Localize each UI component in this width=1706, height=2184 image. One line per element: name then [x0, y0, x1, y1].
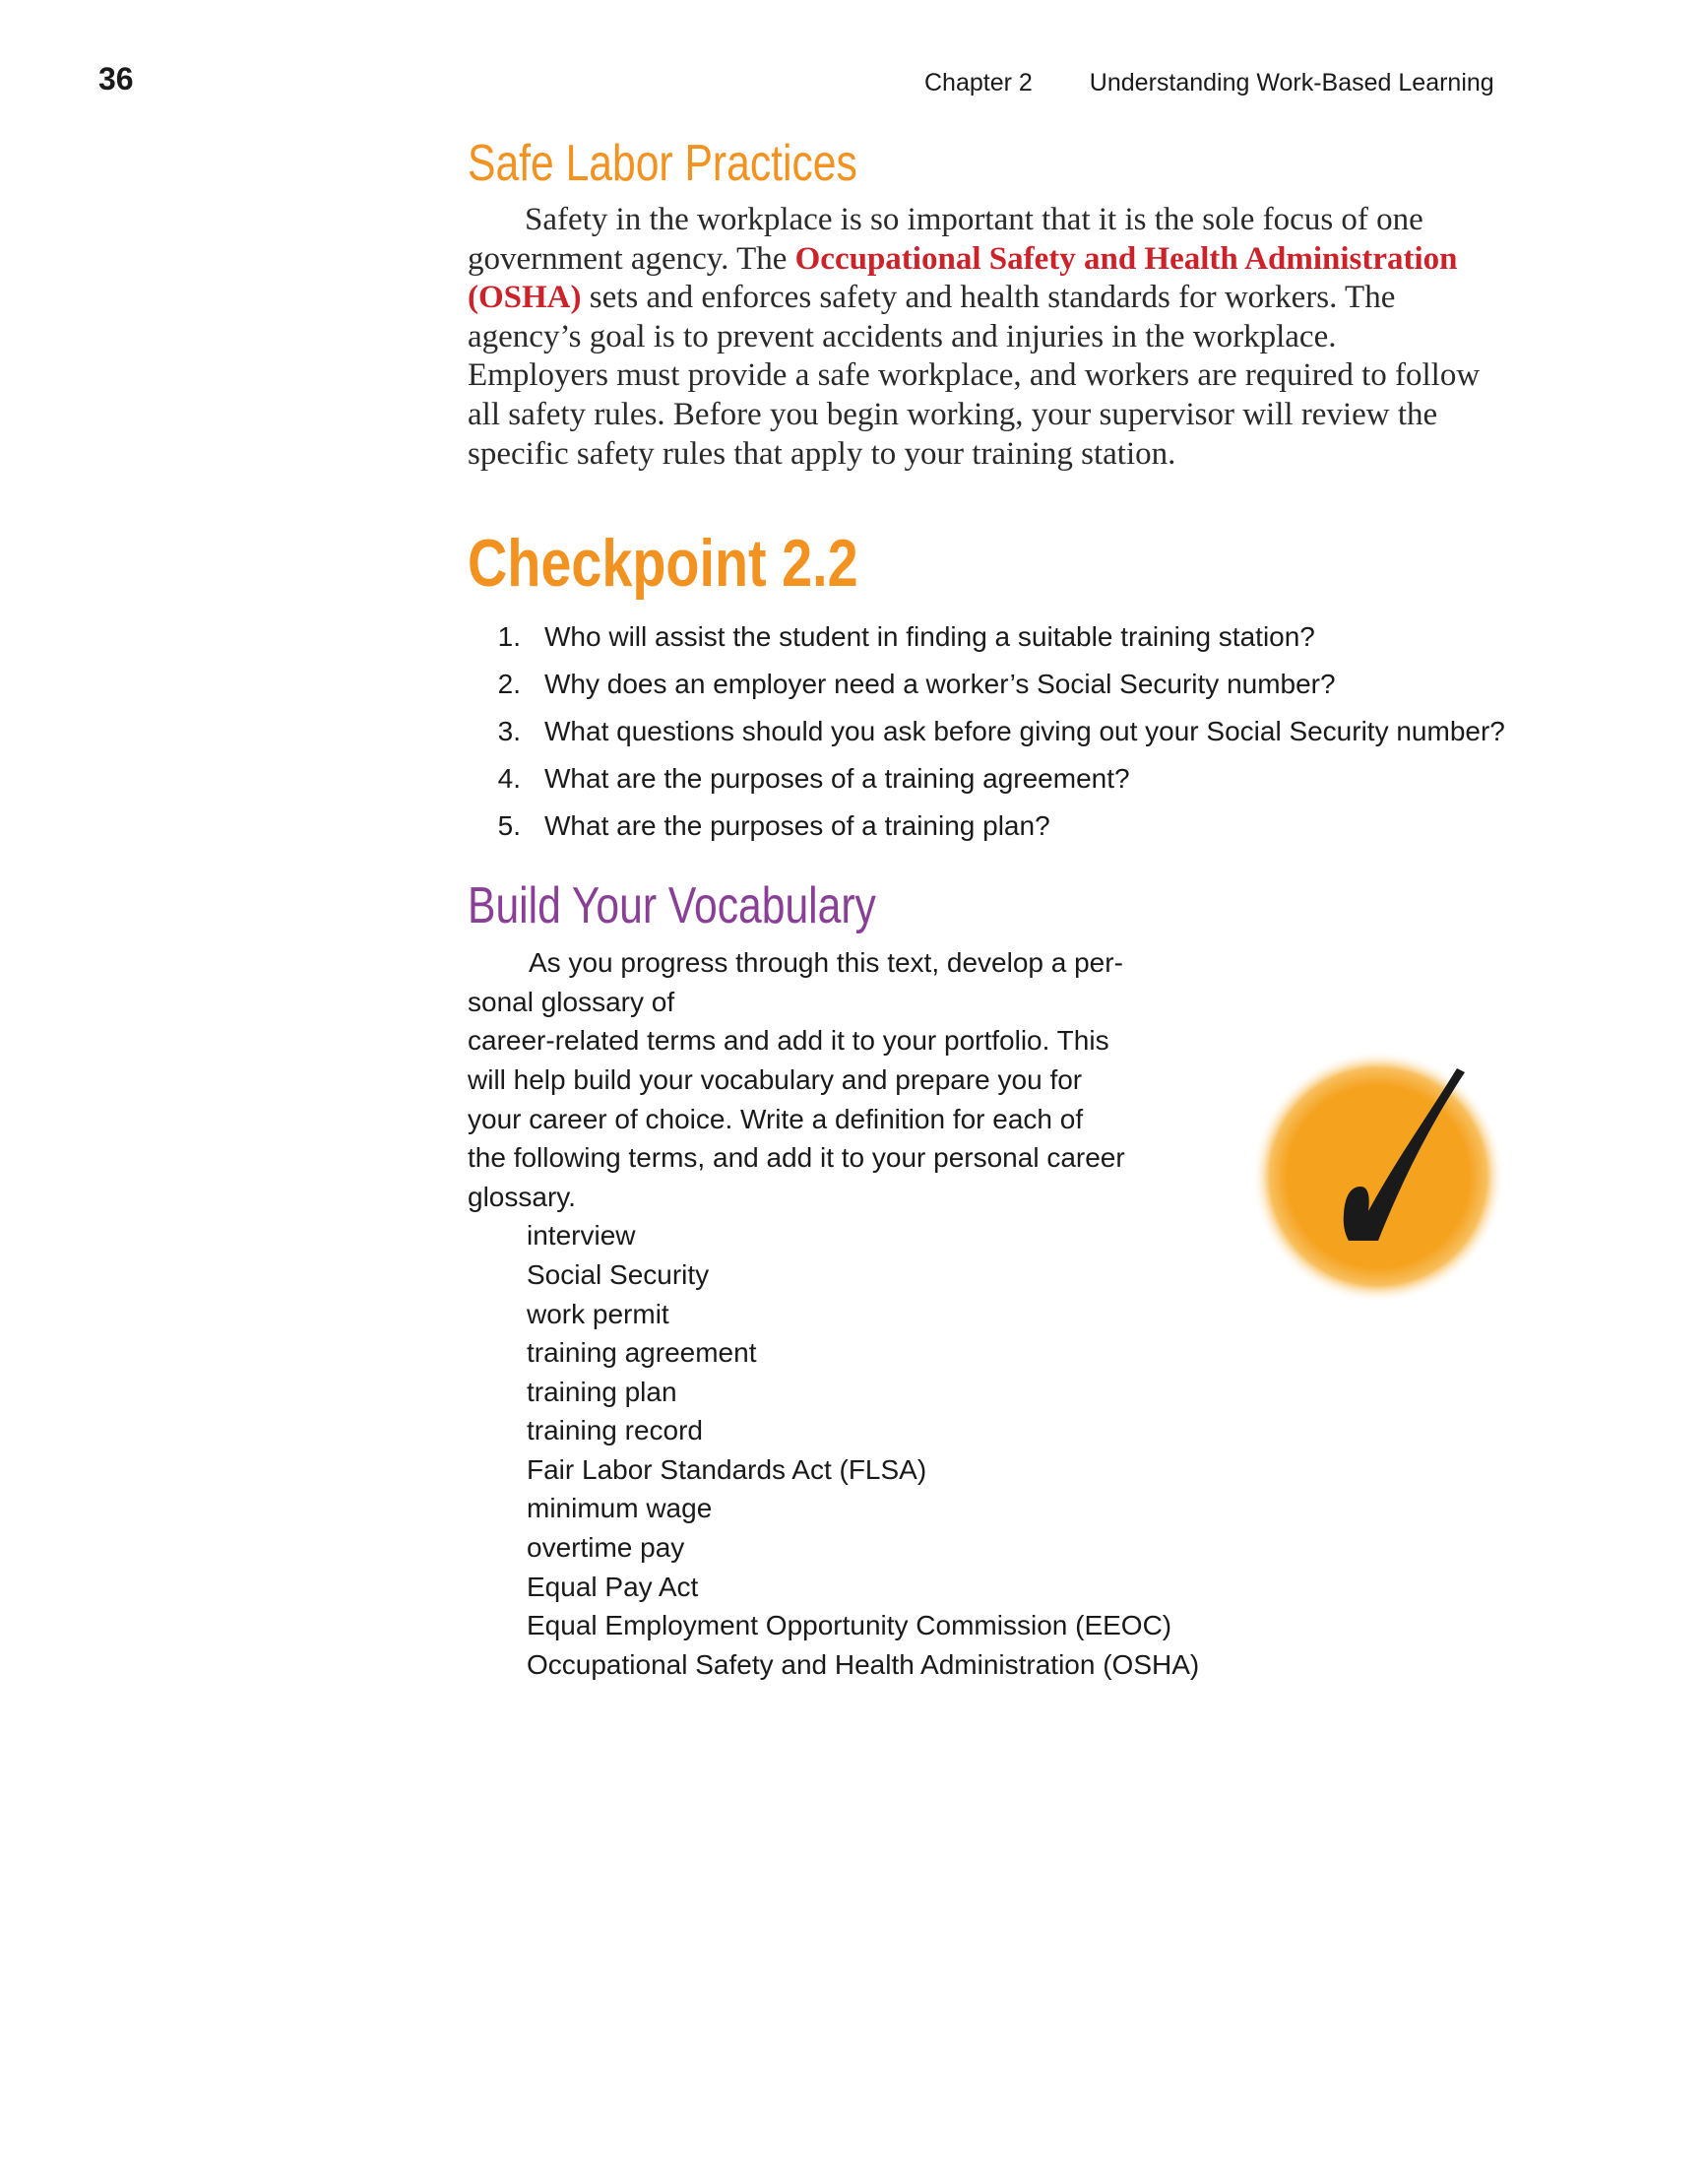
question-text: What are the purposes of a training agreement? — [544, 763, 1130, 795]
vocab-term: work permit — [527, 1298, 669, 1329]
safe-labor-text-2: sets and enforces safety and health standards for workers. The agency’s goal is to prevent accidents and injuries in the workplace. Employers must provide a safe workplace, and workers are required to follow all safety rules. Before you begin working, your supervisor will review the specific safety rules that apply to your training station. — [468, 280, 1481, 472]
vocab-term: Social Security — [527, 1258, 710, 1290]
question-number: 2. — [497, 669, 521, 700]
safe-labor-paragraph — [468, 201, 1482, 474]
vocab-line: career-related terms and add it to your portfolio. This — [468, 1025, 1109, 1057]
vocab-term: Equal Pay Act — [527, 1571, 699, 1602]
vocab-line: will help build your vocabulary and prepare you for — [468, 1063, 1083, 1095]
chapter-title: Understanding Work-Based Learning — [1089, 69, 1494, 96]
question-item — [468, 617, 1531, 656]
question-number: 1. — [497, 621, 521, 653]
vocab-term: training agreement — [527, 1337, 757, 1369]
vocab-term: training record — [527, 1415, 703, 1446]
vocab-term: minimum wage — [527, 1493, 713, 1524]
badge-circle — [1252, 1051, 1504, 1303]
vocab-term: overtime pay — [527, 1532, 685, 1564]
vocab-term: training plan — [527, 1376, 677, 1407]
safe-labor-heading: Safe Labor Practices — [468, 135, 857, 192]
question-item — [468, 712, 1531, 750]
vocab-line — [468, 943, 1531, 983]
question-item — [468, 759, 1531, 798]
vocab-line: glossary. — [468, 1181, 576, 1212]
question-number: 5. — [497, 810, 521, 842]
vocabulary-heading: Build Your Vocabulary — [468, 877, 876, 935]
vocab-line-text: As you progress through this text, develop a per- — [529, 947, 1123, 979]
main-content — [468, 128, 1531, 1684]
vocab-term: interview — [527, 1220, 636, 1252]
vocab-line: the following terms, and add it to your personal career — [468, 1142, 1125, 1174]
vocab-line: sonal glossary of — [468, 986, 675, 1017]
vocab-line: your career of choice. Write a definition for each of — [468, 1103, 1084, 1134]
checkpoint-heading: Checkpoint 2.2 — [468, 526, 858, 602]
question-text: What are the purposes of a training plan? — [544, 810, 1050, 842]
checkpoint-questions — [468, 617, 1531, 845]
question-text: Who will assist the student in finding a suitable training station? — [544, 621, 1315, 653]
question-item — [468, 806, 1531, 845]
vocab-term: Fair Labor Standards Act (FLSA) — [527, 1453, 927, 1485]
vocab-term: Equal Employment Opportunity Commission (EEOC) — [527, 1610, 1172, 1641]
running-head — [924, 69, 1494, 97]
question-number: 4. — [497, 763, 521, 795]
osha-term: Occupational Safety and Health Administration (OSHA) — [468, 240, 1458, 316]
page-number: 36 — [98, 61, 134, 96]
safe-labor-text-1: Safety in the workplace is so important that it is the sole focus of one government agency. The — [468, 202, 1423, 277]
question-item — [468, 665, 1531, 703]
question-text: What questions should you ask before giving out your Social Security number? — [544, 716, 1505, 747]
question-number: 3. — [497, 716, 521, 747]
checkmark-icon — [1250, 1049, 1506, 1305]
chapter-label: Chapter 2 — [924, 69, 1033, 96]
vocab-term: Occupational Safety and Health Administration (OSHA) — [527, 1648, 1200, 1680]
question-text: Why does an employer need a worker’s Social Security number? — [544, 669, 1336, 700]
